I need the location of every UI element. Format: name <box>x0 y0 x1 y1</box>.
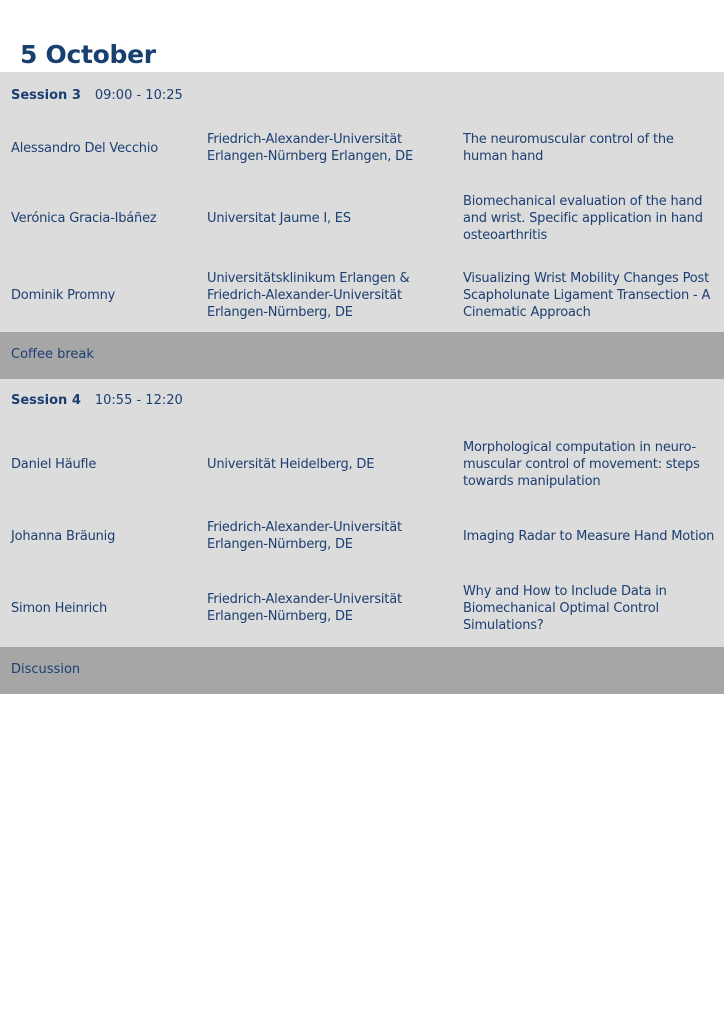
speaker-name: Dominik Promny <box>11 287 116 303</box>
session-label: Session 3 <box>11 88 81 103</box>
session-label: Session 4 <box>11 393 81 408</box>
talk-title: The neuromuscular control of the human hand <box>463 132 674 164</box>
talk-title: Morphological computation in neuro-muscular control of movement: steps towards manipulation <box>463 439 700 489</box>
session-time: 09:00 - 10:25 <box>94 88 183 103</box>
talk-row <box>0 579 724 637</box>
talk-row <box>0 436 724 492</box>
session-4-header <box>11 393 183 408</box>
talk-row <box>0 266 724 324</box>
discussion-band <box>0 647 724 694</box>
speaker-institution: Universität Heidelberg, DE <box>207 456 375 472</box>
session-time: 10:55 - 12:20 <box>94 393 183 408</box>
speaker-institution: Universitätsklinikum Erlangen & Friedrich-Alexander-Universität Erlangen-Nürnberg, DE <box>207 270 410 320</box>
talk-row <box>0 128 724 168</box>
speaker-name: Simon Heinrich <box>11 600 108 616</box>
talk-title: Visualizing Wrist Mobility Changes Post Scapholunate Ligament Transection - A Cinematic Approach <box>463 270 711 320</box>
speaker-name: Johanna Bräunig <box>11 528 116 544</box>
talk-row <box>0 190 724 246</box>
talk-title: Imaging Radar to Measure Hand Motion <box>463 528 715 544</box>
coffee-break-label: Coffee break <box>11 347 94 362</box>
talk-row <box>0 516 724 556</box>
day-title: 5 October <box>20 40 156 69</box>
speaker-institution: Universitat Jaume I, ES <box>207 210 351 226</box>
speaker-name: Alessandro Del Vecchio <box>11 140 158 156</box>
discussion-label: Discussion <box>11 662 81 677</box>
speaker-name: Daniel Häufle <box>11 456 97 472</box>
talk-title: Why and How to Include Data in Biomechanical Optimal Control Simulations? <box>463 583 667 633</box>
coffee-break-band <box>0 332 724 379</box>
speaker-name: Verónica Gracia-Ibáñez <box>11 210 157 226</box>
speaker-institution: Friedrich-Alexander-Universität Erlangen-Nürnberg Erlangen, DE <box>207 132 413 164</box>
session-3-header <box>11 88 183 103</box>
talk-title: Biomechanical evaluation of the hand and wrist. Specific application in hand osteoarthritis <box>463 193 703 243</box>
speaker-institution: Friedrich-Alexander-Universität Erlangen-Nürnberg, DE <box>207 520 402 552</box>
speaker-institution: Friedrich-Alexander-Universität Erlangen-Nürnberg, DE <box>207 592 402 624</box>
